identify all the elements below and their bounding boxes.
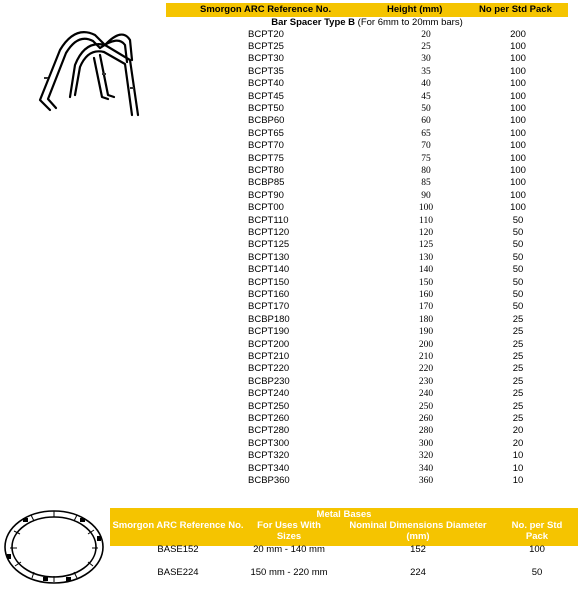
reference-cell: BCPT25 [248,40,284,52]
reference-cell: BCPT45 [248,90,284,102]
table-row [110,544,578,556]
pack-cell: 25 [512,313,524,325]
height-cell: 320 [418,451,434,462]
table-row [166,227,568,239]
pack-cell: 50 [512,214,524,226]
height-cell: 160 [418,289,434,300]
height-cell: 80 [421,165,431,176]
pack-cell: 50 [512,301,524,313]
reference-cell: BCPT70 [248,140,284,152]
pack-cell: 100 [510,140,526,152]
table-row [166,41,568,53]
table-row [166,202,568,214]
reference-cell: BCPT280 [248,425,290,437]
height-cell: 85 [421,178,431,189]
reference-cell: BCBP360 [248,474,290,486]
height-cell: 100 [418,203,434,214]
reference-cell: BASE152 [157,544,199,555]
height-cell: 230 [418,376,434,387]
reference-cell: BCPT320 [248,450,290,462]
height-cell: 180 [418,314,434,325]
table-row [166,413,568,425]
height-cell: 70 [421,141,431,152]
height-cell: 20 [421,29,431,40]
pack-cell: 200 [510,28,526,40]
height-cell: 45 [421,91,431,102]
height-cell: 120 [418,227,434,238]
bottom-table-header [110,508,578,546]
reference-cell: BCPT300 [248,437,290,449]
pack-cell: 100 [510,177,526,189]
table-row [166,301,568,313]
height-cell: 130 [418,252,434,263]
reference-cell: BCBP180 [248,313,290,325]
pack-cell: 100 [510,40,526,52]
height-cell: 220 [418,364,434,375]
pack-cell: 10 [512,462,524,474]
subtitle-bold: Bar Spacer Type B [271,17,356,28]
pack-cell: 100 [510,164,526,176]
height-cell: 300 [418,438,434,449]
reference-cell: BCPT90 [248,189,284,201]
pack-cell: 10 [512,474,524,486]
height-cell: 35 [421,66,431,77]
reference-cell: BCBP230 [248,375,290,387]
height-cell: 340 [418,463,434,474]
height-cell: 40 [421,79,431,90]
pack-cell: 10 [512,450,524,462]
table-row [166,475,568,487]
height-cell: 110 [419,215,433,226]
pack-cell: 100 [510,189,526,201]
table-row [166,190,568,202]
table-row [166,376,568,388]
height-cell: 150 [418,277,434,288]
reference-cell: BCPT40 [248,78,284,90]
pack-cell: 25 [512,388,524,400]
header-reference: Smorgon ARC Reference No. [200,4,332,15]
table-row [166,450,568,462]
pack-cell: 100 [510,102,526,114]
table-row [166,115,568,127]
bottom-header-pack: No. per Std Pack [511,520,563,542]
bottom-header-uses: For Uses With Sizes [257,520,321,542]
height-cell: 25 [421,41,431,52]
pack-cell: 25 [512,400,524,412]
pack-cell: 100 [510,53,526,65]
pack-cell: 50 [531,567,543,578]
height-cell: 60 [421,116,431,127]
pack-cell: 50 [512,288,524,300]
reference-cell: BASE224 [157,567,199,578]
metal-base-ring-illustration [2,506,106,586]
table-row [166,463,568,475]
table-row [166,239,568,251]
reference-cell: BCPT30 [248,53,284,65]
reference-cell: BCPT110 [248,214,289,226]
height-cell: 65 [421,128,431,139]
pack-cell: 25 [512,338,524,350]
height-cell: 190 [418,327,434,338]
reference-cell: BCPT210 [248,350,290,362]
height-cell: 210 [418,351,434,362]
table-row [166,401,568,413]
bottom-header-dimensions: Nominal Dimensions Diameter (mm) [349,520,487,542]
header-pack: No per Std Pack [479,4,552,15]
bottom-header-reference: Smorgon ARC Reference No. [112,520,244,531]
reference-cell: BCPT00 [248,202,284,214]
pack-cell: 20 [512,437,524,449]
pack-cell: 25 [512,412,524,424]
reference-cell: BCPT260 [248,412,290,424]
reference-cell: BCPT150 [248,276,290,288]
uses-cell: 20 mm - 140 mm [253,544,325,555]
uses-cell: 150 mm - 220 mm [250,567,328,578]
table-row [166,153,568,165]
table-row [166,339,568,351]
reference-cell: BCPT250 [248,400,290,412]
pack-cell: 50 [512,276,524,288]
reference-cell: BCPT200 [248,338,290,350]
reference-cell: BCBP85 [248,177,285,189]
table-row [166,215,568,227]
pack-cell: 100 [510,127,526,139]
reference-cell: BCPT340 [248,462,290,474]
table-row [166,252,568,264]
bottom-table-title: Metal Bases [316,509,372,520]
pack-cell: 50 [512,226,524,238]
reference-cell: BCPT170 [248,301,290,313]
height-cell: 125 [418,240,434,251]
pack-cell: 100 [510,90,526,102]
reference-cell: BCPT220 [248,363,290,375]
table-row [166,53,568,65]
table-row [166,66,568,78]
pack-cell: 100 [510,65,526,77]
pack-cell: 50 [512,264,524,276]
pack-cell: 100 [510,115,526,127]
reference-cell: BCPT125 [248,239,290,251]
diameter-cell: 224 [410,567,426,578]
table-row [166,351,568,363]
reference-cell: BCPT75 [248,152,284,164]
pack-cell: 100 [510,202,526,214]
table-row [166,289,568,301]
height-cell: 250 [418,401,434,412]
height-cell: 30 [421,54,431,65]
table-row [166,363,568,375]
pack-cell: 25 [512,350,524,362]
subtitle-rest: (For 6mm to 20mm bars) [355,17,463,28]
reference-cell: BCPT120 [248,226,290,238]
header-height: Height (mm) [387,4,443,15]
reference-cell: BCBP60 [248,115,285,127]
height-cell: 260 [418,413,434,424]
table-row [166,140,568,152]
height-cell: 90 [421,190,431,201]
reference-cell: BCPT240 [248,388,290,400]
table-row [166,314,568,326]
reference-cell: BCPT80 [248,164,284,176]
reference-cell: BCPT20 [248,28,284,40]
pack-cell: 50 [512,251,524,263]
table-row [166,29,568,41]
table-row [166,165,568,177]
reference-cell: BCPT50 [248,102,284,114]
height-cell: 140 [418,265,434,276]
diameter-cell: 152 [410,544,426,555]
pack-cell: 50 [512,239,524,251]
table-row [166,277,568,289]
top-table-header [166,3,568,17]
reference-cell: BCPT190 [248,326,290,338]
height-cell: 170 [418,302,434,313]
table-row [166,388,568,400]
pack-cell: 100 [510,78,526,90]
pack-cell: 25 [512,375,524,387]
table-row [110,567,578,579]
table-row [166,264,568,276]
pack-cell: 25 [512,326,524,338]
bar-spacer-illustration [30,15,150,125]
pack-cell: 25 [512,363,524,375]
reference-cell: BCPT65 [248,127,284,139]
height-cell: 50 [421,103,431,114]
height-cell: 240 [418,389,434,400]
table-row [166,177,568,189]
pack-cell: 100 [529,544,545,555]
table-row [166,425,568,437]
reference-cell: BCPT160 [248,288,290,300]
table-subtitle [166,17,568,28]
table-row [166,78,568,90]
pack-cell: 100 [510,152,526,164]
reference-cell: BCPT130 [248,251,290,263]
height-cell: 75 [421,153,431,164]
pack-cell: 20 [512,425,524,437]
height-cell: 280 [418,426,434,437]
height-cell: 200 [418,339,434,350]
reference-cell: BCPT35 [248,65,284,77]
reference-cell: BCPT140 [248,264,290,276]
height-cell: 360 [418,475,434,486]
table-row [166,438,568,450]
table-row [166,91,568,103]
table-row [166,128,568,140]
table-row [166,103,568,115]
table-row [166,326,568,338]
